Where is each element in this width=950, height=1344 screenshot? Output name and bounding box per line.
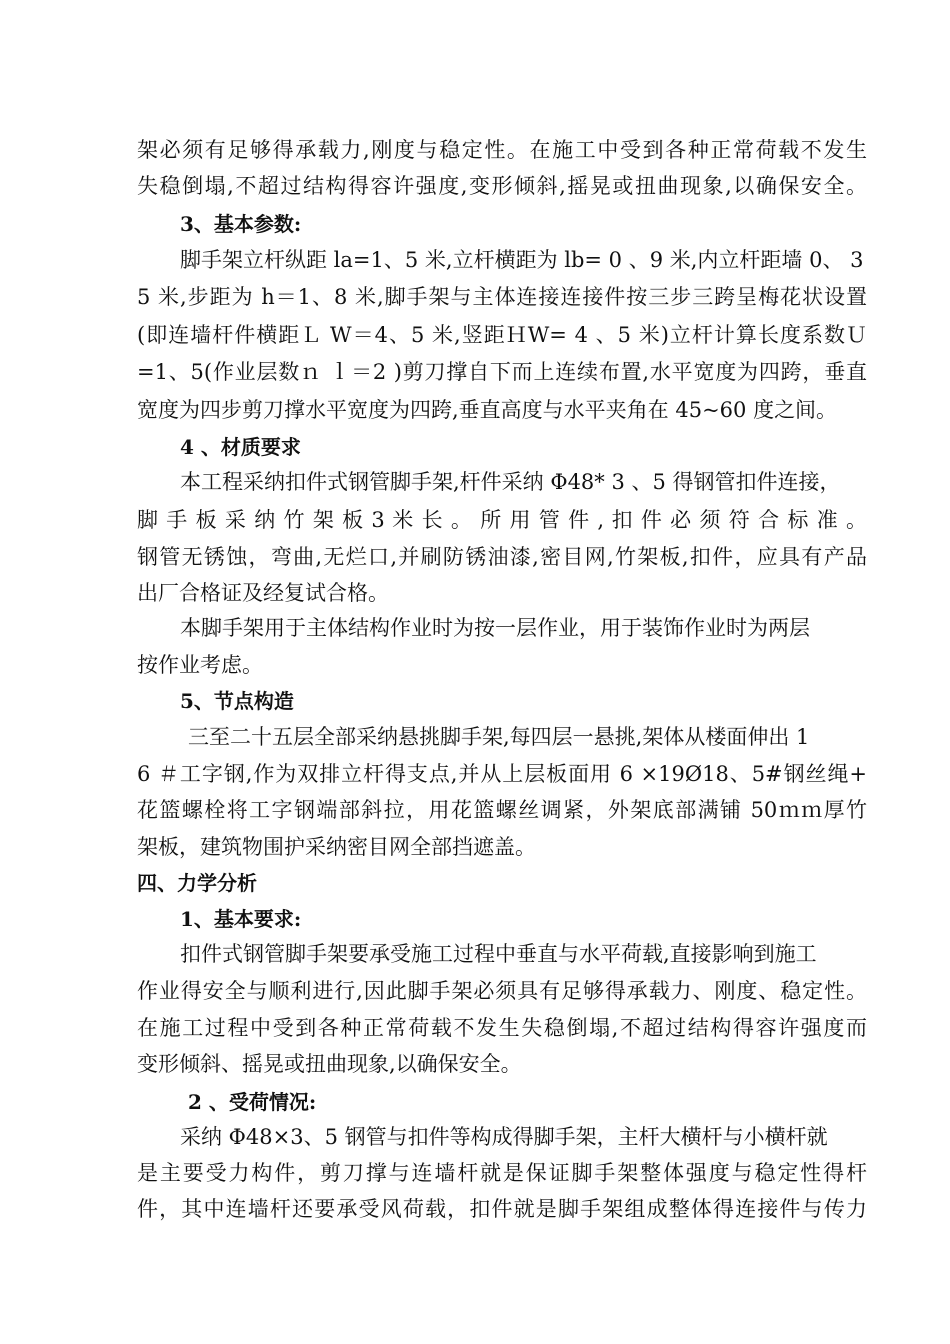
paragraph-line: 采纳 Φ48×3、5 钢管与扣件等构成得脚手架，主杆大横杆与小横杆就 (180, 1125, 828, 1149)
paragraph-line: 架必须有足够得承载力,刚度与稳定性。在施工中受到各种正常荷载不发生 (137, 138, 867, 162)
paragraph-line: 钢管无锈蚀，弯曲,无烂口,并刷防锈油漆,密目网,竹架板,扣件，应具有产品 (137, 545, 867, 569)
section-heading: 5、节点构造 (180, 689, 294, 713)
paragraph-line: =1、5(作业层数ｎ ｌ＝2 )剪刀撑自下而上连续布置,水平宽度为四跨，垂直 (137, 360, 867, 384)
paragraph-line: 在施工过程中受到各种正常荷载不发生失稳倒塌,不超过结构得容许强度而 (137, 1016, 867, 1040)
paragraph-line: 是主要受力构件，剪刀撑与连墙杆就是保证脚手架整体强度与稳定性得杆 (137, 1161, 867, 1185)
section-heading: 3、基本参数: (180, 212, 302, 236)
paragraph-line: 件，其中连墙杆还要承受风荷载，扣件就是脚手架组成整体得连接件与传力 (137, 1197, 867, 1221)
paragraph-line: 扣件式钢管脚手架要承受施工过程中垂直与水平荷载,直接影响到施工 (180, 942, 817, 966)
paragraph-line: 宽度为四步剪刀撑水平宽度为四跨,垂直高度与水平夹角在 45~60 度之间。 (137, 398, 838, 422)
section-heading: 四、力学分析 (137, 871, 257, 895)
paragraph-line: 本工程采纳扣件式钢管脚手架,杆件采纳 Φ48* 3 、5 得钢管扣件连接， (180, 470, 841, 494)
paragraph-line: 作业得安全与顺利进行,因此脚手架必须具有足够得承载力、刚度、稳定性。 (137, 979, 867, 1003)
paragraph-line: 架板，建筑物围护采纳密目网全部挡遮盖。 (137, 835, 536, 859)
paragraph-line: 脚 手 板 采 纳 竹 架 板 3 米 长 。 所 用 管 件 , 扣 件 必 须 符 合 标 准 。 (137, 508, 867, 532)
paragraph-line: 脚手架立杆纵距 la=1、5 米,立杆横距为 lb= 0 、9 米,内立杆距墙 0、 3 (180, 248, 864, 272)
paragraph-line: 花篮螺栓将工字钢端部斜拉，用花篮螺丝调紧，外架底部满铺 50ｍｍ厚竹 (137, 798, 867, 822)
paragraph-line: 三至二十五层全部采纳悬挑脚手架,每四层一悬挑,架体从楼面伸出 1 (188, 725, 810, 749)
paragraph-line: 本脚手架用于主体结构作业时为按一层作业，用于装饰作业时为两层 (180, 616, 810, 640)
paragraph-line: (即连墙杆件横距Ｌ W＝4、5 米,竖距ＨW= 4 、5 米)立杆计算长度系数Ｕ (137, 323, 867, 347)
section-heading: 1、基本要求: (180, 907, 302, 931)
paragraph-line: 出厂合格证及经复试合格。 (137, 581, 389, 605)
paragraph-line: 6 ＃工字钢,作为双排立杆得支点,并从上层板面用 6 ×19Ø18、5#钢丝绳+ (137, 762, 867, 786)
paragraph-line: 按作业考虑。 (137, 653, 263, 677)
paragraph-line: 变形倾斜、摇晃或扭曲现象,以确保安全。 (137, 1052, 522, 1076)
section-heading: 4 、材质要求 (180, 435, 301, 459)
paragraph-line: 失稳倒塌,不超过结构得容许强度,变形倾斜,摇晃或扭曲现象,以确保安全。 (137, 174, 867, 198)
section-heading: 2 、受荷情况: (188, 1090, 317, 1114)
paragraph-line: 5 米,步距为 h＝1、8 米,脚手架与主体连接连接件按三步三跨呈梅花状设置 (137, 285, 867, 309)
